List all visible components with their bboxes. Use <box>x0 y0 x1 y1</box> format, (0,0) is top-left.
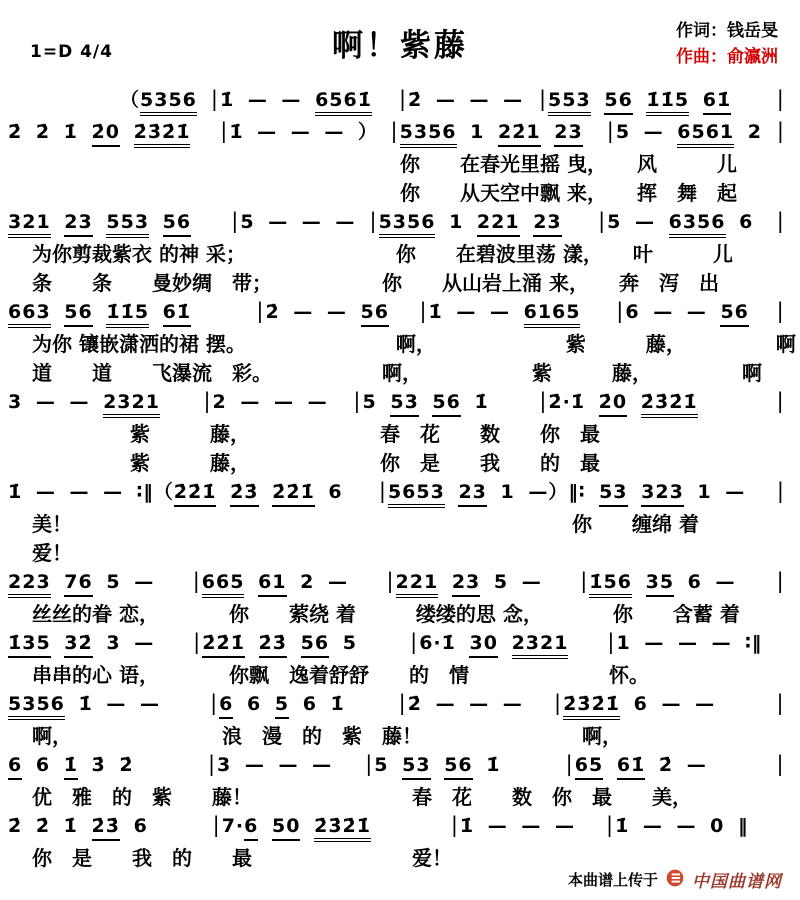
barline: | <box>538 87 548 111</box>
barline: | <box>353 389 362 413</box>
measure: 2̇·1̇ 2̇0 2̇3̇2̇1̇ <box>548 389 775 415</box>
measure: 7·6 50 2̇3̇2̇1̇ <box>222 813 450 839</box>
measure: 1̇ — — — ∶‖（2̇2̇1̇ 2̇3̇ 2̇2̇1̇ 6 <box>8 479 378 505</box>
double-beamed-note-group: 5653 <box>388 481 445 508</box>
beamed-note-group: 2̇3̇ <box>259 632 287 658</box>
beamed-note-group: 5 <box>275 693 289 719</box>
beamed-note-group: 61̇ <box>703 89 731 115</box>
double-beamed-note-group: 5356 <box>140 89 197 116</box>
beamed-note-group: 61̇ <box>163 301 191 327</box>
barline: | <box>207 752 217 776</box>
notation-line <box>0 629 800 661</box>
beamed-note-group: 56 <box>720 301 748 327</box>
barline: | <box>776 87 785 111</box>
notation-line <box>0 478 800 510</box>
barline: | <box>231 209 240 233</box>
double-beamed-note-group: 221 <box>396 571 439 598</box>
composer-credit: 作曲：俞瀛洲 <box>676 47 778 68</box>
measure: 6 6 1̇ 3̇ 2̇ <box>8 752 207 778</box>
barline: | <box>776 569 785 593</box>
double-beamed-note-group: 5356 <box>400 121 457 148</box>
double-beamed-note-group: 2321 <box>512 632 569 659</box>
barline: | <box>776 209 785 233</box>
beamed-note-group: 2̇3̇ <box>230 481 258 507</box>
barline: | <box>193 630 202 654</box>
barline: | <box>776 752 785 776</box>
lyric-line: 道 道 飞瀑流 彩。 啊， 紫 藤， 啊 <box>32 361 762 385</box>
beamed-note-group: 53 <box>599 481 627 507</box>
beamed-note-group: 2̇3̇ <box>92 815 120 841</box>
lyric-line: 美！ 你 缠绵 着 <box>32 512 699 536</box>
measure: 2̇2̇1̇ 2̇3̇ 56 5 <box>202 630 409 656</box>
notation-line <box>0 208 800 240</box>
beamed-note-group: 22̇1 <box>498 121 541 147</box>
measure: 5356 1 221 23 <box>379 209 598 235</box>
measure: 1̇ — — 0 ‖ <box>615 815 749 837</box>
score-body <box>0 82 800 873</box>
barline: | <box>539 389 548 413</box>
barline: | <box>203 389 212 413</box>
credits-block <box>676 18 778 71</box>
measure: 1̇ — — 6561̇ <box>220 87 398 113</box>
measure: 2̇ 2̇ 1̇ 2̇3̇ 6 <box>8 813 212 839</box>
measure <box>8 209 230 235</box>
beamed-note-group: 61 <box>258 571 286 597</box>
barline: | <box>369 209 378 233</box>
lyric-line: 条 条 曼妙绸 带； 你 从山岩上涌 来， 奔 泻 出 <box>32 271 719 295</box>
double-beamed-note-group: 6165 <box>524 301 581 328</box>
lyric-line: 你 从天空中飘 来， 挥 舞 起 <box>400 181 737 205</box>
measure: 5 — 6561 2 <box>616 119 776 145</box>
notation-line <box>0 86 800 118</box>
barline: | <box>410 630 419 654</box>
beamed-note-group: 6 <box>244 815 258 841</box>
double-beamed-note-group: 1̇1̇5 <box>106 301 149 328</box>
barline: | <box>776 299 785 323</box>
measure <box>548 87 776 113</box>
measure: 5356 1̇ — — <box>8 691 209 717</box>
double-beamed-note-group: 6561̇ <box>315 89 372 116</box>
measure: 2̇ — — — <box>407 693 523 715</box>
beamed-note-group: 23 <box>554 121 582 147</box>
measure: 1̇56 35 6 — <box>589 569 775 595</box>
beamed-note-group: 56 <box>604 89 632 115</box>
double-beamed-note-group: 553 <box>548 89 591 116</box>
double-beamed-note-group: 2̇3̇2̇1̇ <box>641 391 698 418</box>
barline: | <box>607 630 616 654</box>
measure: 1̇ — — — <box>459 815 575 837</box>
double-beamed-note-group: 2̇3̇2̇1̇ <box>563 693 620 720</box>
beamed-note-group: 56 <box>444 754 472 780</box>
measure: 665 61 2 — <box>202 569 386 595</box>
lyric-line: 你 在春光里摇 曳， 风 儿 <box>400 152 737 176</box>
beamed-note-group: 323 <box>641 481 684 507</box>
double-beamed-note-group: 5356 <box>8 693 65 720</box>
double-beamed-note-group: 2̇3̇2̇1̇ <box>314 815 371 842</box>
double-beamed-note-group: 223 <box>8 571 51 598</box>
barline: | <box>419 299 428 323</box>
barline: | <box>776 479 785 503</box>
measure: 2̇ — — — <box>408 89 524 111</box>
beamed-note-group: 1̇35 <box>8 632 51 658</box>
lyricist-credit: 作词：钱岳旻 <box>676 21 778 41</box>
double-beamed-note-group: 2321 <box>103 391 160 418</box>
barline: | <box>616 299 625 323</box>
lyric-line: 爱！ <box>32 541 72 565</box>
beamed-note-group: 53 <box>402 754 430 780</box>
beamed-note-group: 2̇2̇1̇ <box>174 481 217 507</box>
notation-line <box>0 751 800 783</box>
measure: 1̇ — — 6165 <box>429 299 616 325</box>
measure: 1 — — — ∶‖ <box>616 632 763 654</box>
barline: | <box>606 813 615 837</box>
barline: | <box>606 119 615 143</box>
barline: | <box>192 569 201 593</box>
barline: | <box>450 813 459 837</box>
beamed-note-group: 2̇0 <box>599 391 627 417</box>
beamed-note-group: 61̇ <box>617 754 645 780</box>
measure: 1̇35 32̇ 3 — <box>8 630 192 656</box>
barline: | <box>386 569 395 593</box>
measure: 2̇ 2̇ 1̇ 2̇0 2̇3̇2̇1̇ <box>8 119 219 145</box>
double-beamed-note-group: 1̇56 <box>589 571 632 598</box>
beamed-note-group: 50 <box>272 815 300 841</box>
measure: 65 61̇ 2̇ — <box>575 752 776 778</box>
double-beamed-note-group: 6561 <box>677 121 734 148</box>
lyric-line: 啊， 浪 漫 的 紫 藤！ 啊， <box>32 724 622 748</box>
measure: （5356 <box>120 87 210 113</box>
beamed-note-group: 2̇0 <box>92 121 120 147</box>
barline: | <box>565 752 574 776</box>
beamed-note-group: 56 <box>64 301 92 327</box>
measure: 5 53 56 1̇ <box>374 752 564 778</box>
measure: 6·1̇ 30 2321 <box>419 630 606 656</box>
measure <box>8 299 255 325</box>
double-beamed-note-group: 321 <box>8 211 51 238</box>
qupu-logo-icon <box>665 868 685 892</box>
site-name: 中国曲谱网 <box>692 872 782 892</box>
measure: 223 76 5 — <box>8 569 192 595</box>
lyric-line: 你 是 我 的 最 爱！ <box>32 846 452 870</box>
measure: 5356 1 22̇1 23 <box>400 119 606 145</box>
measure: 3 — — — <box>217 754 333 776</box>
upload-note-text: 本曲谱上传于 <box>567 871 658 889</box>
barline: | <box>398 691 407 715</box>
measure: 5 — 6356 6 <box>607 209 776 235</box>
barline: | <box>256 299 265 323</box>
double-beamed-note-group: 553 <box>106 211 149 238</box>
lyric-line: 紫 藤， 春 花 数 你 最 <box>130 422 600 446</box>
lyric-line: 丝丝的眷 恋， 你 萦绕 着 缕缕的思 念， 你 含蓄 着 <box>32 602 740 626</box>
barline: | <box>776 389 785 413</box>
footer-credit <box>568 867 782 892</box>
beamed-note-group: 56 <box>361 301 389 327</box>
lyric-line: 优 雅 的 紫 藤！ 春 花 数 你 最 美， <box>32 785 692 809</box>
barline: | <box>390 119 399 143</box>
beamed-note-group: 56 <box>432 391 460 417</box>
barline: | <box>212 813 221 837</box>
measure: 2 — — — <box>212 391 328 413</box>
lyric-line: 串串的心 语， 你飘 逸着舒舒 的 情 怀。 <box>32 663 649 687</box>
measure: 6 — — 56 <box>625 299 775 325</box>
double-beamed-note-group: 663 <box>8 301 51 328</box>
lyric-line: 为你 镶嵌潇洒的裙 摆。 啊， 紫 藤， 啊 <box>32 332 796 356</box>
double-beamed-note-group: 2̇3̇2̇1̇ <box>134 121 191 148</box>
notation-line <box>0 812 800 844</box>
beamed-note-group: 23 <box>64 211 92 237</box>
measure: 2̇ — — 56 <box>265 299 418 325</box>
beamed-note-group: 53 <box>390 391 418 417</box>
double-beamed-note-group: 1̇1̇5 <box>646 89 689 116</box>
beamed-note-group: 23 <box>458 481 486 507</box>
song-title: 啊！紫藤 <box>332 28 468 64</box>
measure: 1̇ — — — ） <box>229 121 379 143</box>
measure: 5 53 56 1̇ <box>363 389 539 415</box>
beamed-note-group: 23 <box>452 571 480 597</box>
beamed-note-group: 65 <box>575 754 603 780</box>
barline: | <box>365 752 374 776</box>
measure: 221 23 5 — <box>396 569 580 595</box>
beamed-note-group: 2̇2̇1̇ <box>272 481 315 507</box>
barline: | <box>398 87 408 111</box>
beamed-note-group: 221 <box>477 211 520 237</box>
measure: 3 — — 2321 <box>8 389 202 415</box>
beamed-note-group: 56 <box>163 211 191 237</box>
barline: | <box>580 569 589 593</box>
beamed-note-group: 32̇ <box>64 632 92 658</box>
beamed-note-group: 6 <box>219 693 233 719</box>
measure: 5653 23 1 —）‖∶ 53 323 1 — <box>388 479 776 505</box>
barline: | <box>210 87 219 111</box>
measure: 2̇3̇2̇1̇ 6 — — <box>563 691 775 717</box>
beamed-note-group: 23 <box>533 211 561 237</box>
barline: | <box>598 209 607 233</box>
measure: 5 — — — <box>240 211 356 233</box>
barline: | <box>554 691 563 715</box>
barline: | <box>220 119 229 143</box>
barline: | <box>378 479 387 503</box>
notation-line <box>0 690 800 722</box>
beamed-note-group: 35 <box>646 571 674 597</box>
beamed-note-group: 2̇2̇1̇ <box>202 632 245 658</box>
key-time-signature: 1=D 4/4 <box>30 42 113 62</box>
measure: 6 6 5 6 1̇ <box>219 691 397 717</box>
notation-line <box>0 568 800 600</box>
beamed-note-group: 30 <box>469 632 497 658</box>
lyric-line: 紫 藤， 你 是 我 的 最 <box>130 451 600 475</box>
double-beamed-note-group: 665 <box>202 571 245 598</box>
barline: | <box>776 691 785 715</box>
double-beamed-note-group: 5356 <box>379 211 436 238</box>
lyric-line: 为你剪裁紫衣 的神 采； 你 在碧波里荡 漾， 叶 儿 <box>32 242 733 266</box>
double-beamed-note-group: 6356 <box>669 211 726 238</box>
barline: | <box>210 691 219 715</box>
beamed-note-group: 6 <box>8 754 22 780</box>
notation-line <box>0 118 800 150</box>
beamed-note-group: 76 <box>64 571 92 597</box>
sheet-header <box>0 0 800 82</box>
beamed-note-group: 56 <box>301 632 329 658</box>
notation-line <box>0 388 800 420</box>
barline: | <box>776 119 785 143</box>
notation-line <box>0 298 800 330</box>
beamed-note-group: 1̇ <box>64 754 78 780</box>
